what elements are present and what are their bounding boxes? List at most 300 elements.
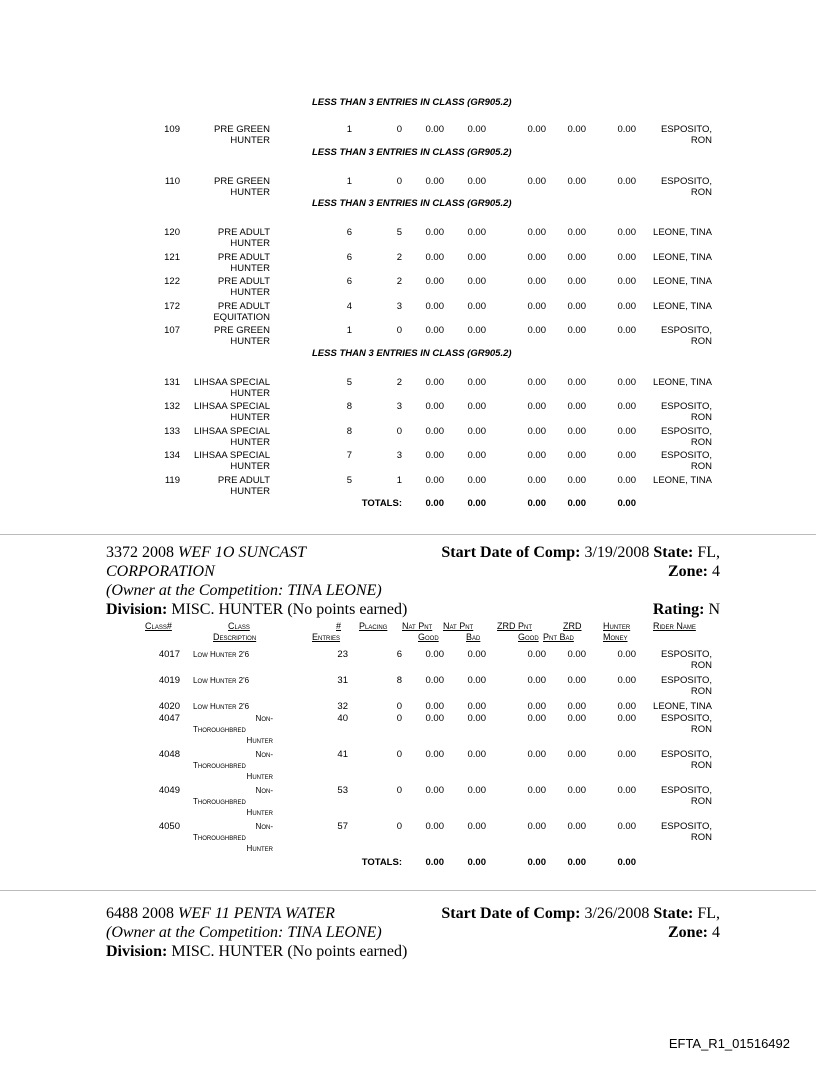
zrd-good-cell: 0.00 xyxy=(527,821,546,832)
totals-label: TOTALS: xyxy=(361,498,402,509)
document-id: EFTA_R1_01516492 xyxy=(668,1036,790,1051)
nat-bad-cell: 0.00 xyxy=(467,821,486,832)
placing-cell: 0 xyxy=(396,124,402,135)
placing-cell: 0 xyxy=(396,425,402,437)
hunter-money-cell: 0.00 xyxy=(617,300,636,312)
class-num-cell: 122 xyxy=(164,276,180,287)
zrd-good-cell: 0.00 xyxy=(527,474,546,486)
competition-name: WEF 1O SUNCAST xyxy=(178,544,306,561)
hunter-money-cell: 0.00 xyxy=(617,401,636,412)
entries-cell: 32 xyxy=(337,701,348,712)
class-num-cell: 4019 xyxy=(158,675,180,686)
entries-cell: 1 xyxy=(346,175,352,187)
class-desc-cell xyxy=(193,749,273,782)
start-date-value: 3/19/2008 xyxy=(584,544,650,561)
desc-line3: Hunter xyxy=(246,808,273,817)
col-nat-pnt-good: Nat Pnt xyxy=(402,621,433,631)
col-nat-pnt-bad: Nat Pnt xyxy=(443,621,474,631)
rider-name-cell xyxy=(640,401,712,423)
rider-name-cell xyxy=(640,675,712,697)
class-num-cell: 110 xyxy=(164,175,180,187)
competition-title xyxy=(106,905,335,923)
zrd-bad-cell: 0.00 xyxy=(567,701,586,712)
entries-cell: 4 xyxy=(346,300,352,312)
rider-line2: RON xyxy=(690,724,712,735)
class-num-cell: 4017 xyxy=(158,649,180,660)
nat-bad-cell: 0.00 xyxy=(467,376,486,388)
hunter-money-cell: 0.00 xyxy=(617,450,636,461)
rider-line1: ESPOSITO, xyxy=(660,124,712,135)
zrd-good-cell: 0.00 xyxy=(527,450,546,461)
nat-good-cell: 0.00 xyxy=(425,251,444,263)
zrd-bad-cell: 0.00 xyxy=(567,675,586,686)
zrd-bad-cell: 0.00 xyxy=(567,450,586,461)
class-num-cell: 4050 xyxy=(158,821,180,832)
desc-line2: HUNTER xyxy=(230,412,270,423)
desc-line1: PRE ADULT xyxy=(217,300,270,312)
entries-cell: 6 xyxy=(346,251,352,263)
state-value: FL, xyxy=(697,905,720,922)
nat-good-cell: 0.00 xyxy=(425,450,444,461)
nat-good-cell: 0.00 xyxy=(425,749,444,760)
desc-line2: Thoroughbred xyxy=(193,833,246,842)
nat-bad-cell: 0.00 xyxy=(467,227,486,238)
division-value: MISC. HUNTER (No points earned) xyxy=(171,943,408,960)
start-date-label: Start Date of Comp: xyxy=(441,544,581,561)
zrd-bad-cell: 0.00 xyxy=(567,124,586,135)
rider-name-cell xyxy=(640,450,712,472)
hunter-money-cell: 0.00 xyxy=(617,821,636,832)
division-value: MISC. HUNTER (No points earned) xyxy=(171,601,408,618)
desc-line1: LIHSAA SPECIAL xyxy=(193,450,270,461)
state-label: State: xyxy=(653,905,694,922)
zrd-good-cell: 0.00 xyxy=(527,701,546,712)
state-label: State: xyxy=(653,544,694,561)
hunter-money-cell: 0.00 xyxy=(617,175,636,187)
hunter-money-cell: 0.00 xyxy=(617,675,636,686)
totals-hunter-money: 0.00 xyxy=(617,857,636,868)
entries-cell: 5 xyxy=(346,474,352,486)
hunter-money-cell: 0.00 xyxy=(617,124,636,135)
rider-line1: ESPOSITO, xyxy=(660,175,712,187)
hunter-money-cell: 0.00 xyxy=(617,474,636,486)
class-desc-cell xyxy=(180,176,270,198)
zrd-bad-cell: 0.00 xyxy=(567,749,586,760)
entries-cell: 1 xyxy=(346,124,352,135)
class-desc-cell xyxy=(180,252,270,274)
nat-bad-cell: 0.00 xyxy=(467,749,486,760)
rider-line2: RON xyxy=(690,186,712,198)
competition-name-line2 xyxy=(106,563,215,581)
desc-line2: Thoroughbred xyxy=(193,797,246,806)
start-date-label: Start Date of Comp: xyxy=(441,905,581,922)
placing-cell: 1 xyxy=(396,474,402,486)
competition-owner xyxy=(106,582,382,600)
rider-name-cell xyxy=(640,749,712,771)
nat-bad-cell: 0.00 xyxy=(467,713,486,724)
desc-line1: Low Hunter 2'6 xyxy=(193,650,250,659)
division-label: Division: xyxy=(106,943,168,960)
rider-name-cell xyxy=(640,821,712,843)
class-num-cell: 121 xyxy=(164,251,180,263)
desc-line2: Thoroughbred xyxy=(193,761,246,770)
entries-cell: 53 xyxy=(337,785,348,796)
zrd-bad-cell: 0.00 xyxy=(567,276,586,287)
desc-line1: PRE ADULT xyxy=(217,251,270,263)
desc-line2: HUNTER xyxy=(230,461,270,472)
nat-bad-cell: 0.00 xyxy=(467,300,486,312)
desc-line3: Hunter xyxy=(246,736,273,745)
placing-cell: 5 xyxy=(396,227,402,238)
totals-hunter-money: 0.00 xyxy=(617,498,636,509)
nat-good-cell: 0.00 xyxy=(425,376,444,388)
rider-name-cell xyxy=(640,227,712,238)
class-desc-cell xyxy=(193,785,273,818)
rating-value: N xyxy=(708,601,720,618)
col-zrd-pnt-good: ZRD Pnt xyxy=(497,621,532,631)
totals-zrd-good: 0.00 xyxy=(527,498,546,509)
rider-name-cell xyxy=(640,252,712,263)
col-hunter-money: Hunter xyxy=(603,621,631,631)
placing-cell: 0 xyxy=(396,749,402,760)
class-desc-cell xyxy=(193,821,273,854)
nat-good-cell: 0.00 xyxy=(425,785,444,796)
entries-cell: 8 xyxy=(346,401,352,412)
rider-name-cell xyxy=(640,649,712,671)
desc-line2: HUNTER xyxy=(230,135,270,146)
zrd-good-cell: 0.00 xyxy=(527,175,546,187)
col-entries: Entries xyxy=(312,632,341,642)
desc-line1: LIHSAA SPECIAL xyxy=(193,425,270,437)
division-line xyxy=(106,943,407,961)
entries-cell: 7 xyxy=(346,450,352,461)
zrd-good-cell: 0.00 xyxy=(527,227,546,238)
class-desc-cell xyxy=(180,475,270,497)
entries-cell: 8 xyxy=(346,425,352,437)
start-date-line xyxy=(441,544,720,562)
class-num-cell: 132 xyxy=(164,401,180,412)
nat-bad-cell: 0.00 xyxy=(467,325,486,336)
placing-cell: 2 xyxy=(396,251,402,263)
class-num-cell: 4048 xyxy=(158,749,180,760)
zrd-bad-cell: 0.00 xyxy=(567,649,586,660)
desc-line1: PRE ADULT xyxy=(217,474,270,486)
desc-line2: HUNTER xyxy=(230,387,270,399)
placing-cell: 6 xyxy=(396,649,402,660)
col-hunter-money-2: Money xyxy=(603,632,628,642)
totals-nat-good: 0.00 xyxy=(425,498,444,509)
nat-good-cell: 0.00 xyxy=(425,821,444,832)
zrd-good-cell: 0.00 xyxy=(527,785,546,796)
zrd-bad-cell: 0.00 xyxy=(567,251,586,263)
desc-line2: HUNTER xyxy=(230,262,270,274)
zone-value: 4 xyxy=(712,563,720,580)
class-desc-cell xyxy=(180,450,270,472)
entries-cell: 57 xyxy=(337,821,348,832)
rider-line2: RON xyxy=(690,832,712,843)
desc-line1: Non- xyxy=(255,822,273,831)
nat-good-cell: 0.00 xyxy=(425,300,444,312)
desc-line2: HUNTER xyxy=(230,287,270,298)
class-num-cell: 172 xyxy=(164,300,180,312)
rider-name-cell xyxy=(640,276,712,287)
totals-nat-good: 0.00 xyxy=(425,857,444,868)
hunter-money-cell: 0.00 xyxy=(617,376,636,388)
competition-owner xyxy=(106,924,382,942)
class-num-cell: 4049 xyxy=(158,785,180,796)
nat-good-cell: 0.00 xyxy=(425,425,444,437)
class-num-cell: 133 xyxy=(164,425,180,437)
notice-text: LESS THAN 3 ENTRIES IN CLASS (GR905.2) xyxy=(312,347,512,359)
zrd-good-cell: 0.00 xyxy=(527,675,546,686)
hunter-money-cell: 0.00 xyxy=(617,649,636,660)
rider-line1: LEONE, TINA xyxy=(653,701,712,712)
class-desc-cell xyxy=(180,227,270,249)
col-zrd-pnt-bad: ZRD xyxy=(563,621,582,631)
hunter-money-cell: 0.00 xyxy=(617,325,636,336)
rider-line2: RON xyxy=(690,796,712,807)
zrd-bad-cell: 0.00 xyxy=(567,425,586,437)
rider-line1: ESPOSITO, xyxy=(660,821,712,832)
entries-cell: 31 xyxy=(337,675,348,686)
placing-cell: 0 xyxy=(396,713,402,724)
division-line xyxy=(106,601,407,619)
class-num-cell: 119 xyxy=(164,474,180,486)
division-label: Division: xyxy=(106,601,168,618)
rider-line2: RON xyxy=(690,760,712,771)
class-num-cell: 120 xyxy=(164,227,180,238)
competition-name: WEF 11 PENTA WATER xyxy=(178,905,335,922)
zrd-good-cell: 0.00 xyxy=(527,300,546,312)
nat-bad-cell: 0.00 xyxy=(467,175,486,187)
zrd-bad-cell: 0.00 xyxy=(567,821,586,832)
desc-line1: Low Hunter 2'6 xyxy=(193,702,250,711)
nat-bad-cell: 0.00 xyxy=(467,276,486,287)
desc-line1: PRE GREEN xyxy=(214,175,270,187)
totals-nat-bad: 0.00 xyxy=(467,498,486,509)
rider-line1: LEONE, TINA xyxy=(653,300,712,312)
nat-bad-cell: 0.00 xyxy=(467,701,486,712)
nat-good-cell: 0.00 xyxy=(425,649,444,660)
rider-name-cell xyxy=(640,785,712,807)
notice-text: LESS THAN 3 ENTRIES IN CLASS (GR905.2) xyxy=(312,198,512,209)
zrd-bad-cell: 0.00 xyxy=(567,325,586,336)
nat-good-cell: 0.00 xyxy=(425,124,444,135)
entries-cell: 6 xyxy=(346,276,352,287)
divider xyxy=(0,534,816,535)
hunter-money-cell: 0.00 xyxy=(617,701,636,712)
rating-line xyxy=(653,601,720,619)
competition-id: 6488 2008 xyxy=(106,905,174,922)
desc-line2: HUNTER xyxy=(230,436,270,448)
nat-good-cell: 0.00 xyxy=(425,227,444,238)
hunter-money-cell: 0.00 xyxy=(617,785,636,796)
rider-line2: RON xyxy=(690,412,712,423)
zrd-good-cell: 0.00 xyxy=(527,425,546,437)
desc-line2: HUNTER xyxy=(230,336,270,347)
rider-line1: ESPOSITO, xyxy=(660,675,712,686)
owner-text: (Owner at the Competition: TINA LEONE) xyxy=(106,582,382,599)
desc-line2: Thoroughbred xyxy=(193,725,246,734)
hunter-money-cell: 0.00 xyxy=(617,251,636,263)
nat-bad-cell: 0.00 xyxy=(467,675,486,686)
zrd-bad-cell: 0.00 xyxy=(567,376,586,388)
class-desc-cell xyxy=(180,325,270,347)
notice-text: LESS THAN 3 ENTRIES IN CLASS (GR905.2) xyxy=(312,97,512,108)
notice-text: LESS THAN 3 ENTRIES IN CLASS (GR905.2) xyxy=(312,146,512,158)
col-class-desc: Description xyxy=(213,632,257,642)
rider-line1: ESPOSITO, xyxy=(660,325,712,336)
nat-bad-cell: 0.00 xyxy=(467,785,486,796)
totals-nat-bad: 0.00 xyxy=(467,857,486,868)
zrd-bad-cell: 0.00 xyxy=(567,300,586,312)
rider-line2: RON xyxy=(690,135,712,146)
zrd-good-cell: 0.00 xyxy=(527,713,546,724)
class-num-cell: 4047 xyxy=(158,713,180,724)
desc-line2: HUNTER xyxy=(230,485,270,497)
zrd-good-cell: 0.00 xyxy=(527,124,546,135)
rider-line1: ESPOSITO, xyxy=(660,713,712,724)
zone-line xyxy=(668,563,720,581)
rider-line1: LEONE, TINA xyxy=(653,227,712,238)
rider-line1: LEONE, TINA xyxy=(653,474,712,486)
rating-label: Rating: xyxy=(652,601,705,618)
class-desc-cell xyxy=(180,426,270,448)
totals-zrd-good: 0.00 xyxy=(527,857,546,868)
totals-zrd-bad: 0.00 xyxy=(567,498,586,509)
desc-line1: PRE GREEN xyxy=(214,325,270,336)
desc-line1: PRE ADULT xyxy=(217,276,270,287)
rider-name-cell xyxy=(640,301,712,312)
rider-name-cell xyxy=(640,176,712,198)
class-num-cell: 134 xyxy=(164,450,180,461)
col-zrd-pnt-bad-2: Pnt Bad xyxy=(543,632,574,642)
rider-name-cell xyxy=(640,377,712,388)
competition-id: 3372 2008 xyxy=(106,544,174,561)
rider-line1: LEONE, TINA xyxy=(653,376,712,388)
zrd-bad-cell: 0.00 xyxy=(567,474,586,486)
col-class: Class xyxy=(228,621,250,631)
nat-bad-cell: 0.00 xyxy=(467,251,486,263)
nat-bad-cell: 0.00 xyxy=(467,649,486,660)
rider-line2: RON xyxy=(690,436,712,448)
zrd-good-cell: 0.00 xyxy=(527,401,546,412)
col-rider-name: Rider Name xyxy=(653,621,696,631)
rider-line1: LEONE, TINA xyxy=(653,251,712,263)
rider-line1: ESPOSITO, xyxy=(660,749,712,760)
zrd-good-cell: 0.00 xyxy=(527,276,546,287)
rider-line1: ESPOSITO, xyxy=(660,785,712,796)
desc-line1: LIHSAA SPECIAL xyxy=(193,376,270,388)
rider-line2: RON xyxy=(690,336,712,347)
rider-line1: ESPOSITO, xyxy=(660,401,712,412)
placing-cell: 0 xyxy=(396,785,402,796)
placing-cell: 2 xyxy=(396,276,402,287)
zrd-bad-cell: 0.00 xyxy=(567,175,586,187)
zrd-good-cell: 0.00 xyxy=(527,649,546,660)
start-date-value: 3/26/2008 xyxy=(584,905,650,922)
nat-bad-cell: 0.00 xyxy=(467,124,486,135)
desc-line3: Hunter xyxy=(246,844,273,853)
rider-line1: ESPOSITO, xyxy=(660,450,712,461)
hunter-money-cell: 0.00 xyxy=(617,227,636,238)
entries-cell: 23 xyxy=(337,649,348,660)
zrd-good-cell: 0.00 xyxy=(527,325,546,336)
nat-good-cell: 0.00 xyxy=(425,175,444,187)
class-desc-cell xyxy=(180,401,270,423)
col-class-num: Class# xyxy=(145,621,172,631)
zone-line xyxy=(668,924,720,942)
class-desc-cell xyxy=(180,301,270,323)
desc-line3: Hunter xyxy=(246,772,273,781)
nat-bad-cell: 0.00 xyxy=(467,450,486,461)
placing-cell: 3 xyxy=(396,401,402,412)
rider-line1: LEONE, TINA xyxy=(653,276,712,287)
desc-line2: HUNTER xyxy=(230,186,270,198)
zrd-good-cell: 0.00 xyxy=(527,251,546,263)
nat-bad-cell: 0.00 xyxy=(467,474,486,486)
desc-line1: Non- xyxy=(255,750,273,759)
class-desc-cell xyxy=(180,124,270,146)
zrd-good-cell: 0.00 xyxy=(527,376,546,388)
desc-line1: LIHSAA SPECIAL xyxy=(193,401,270,412)
zone-label: Zone: xyxy=(668,924,708,941)
competition-name-cont: CORPORATION xyxy=(106,563,215,580)
hunter-money-cell: 0.00 xyxy=(617,425,636,437)
state-value: FL, xyxy=(697,544,720,561)
desc-line2: HUNTER xyxy=(230,238,270,249)
desc-line1: PRE GREEN xyxy=(214,124,270,135)
zrd-bad-cell: 0.00 xyxy=(567,401,586,412)
rider-name-cell xyxy=(640,713,712,735)
class-num-cell: 107 xyxy=(164,325,180,336)
nat-bad-cell: 0.00 xyxy=(467,425,486,437)
col-zrd-pnt-good-2: Good xyxy=(518,632,539,642)
rider-name-cell xyxy=(640,325,712,347)
placing-cell: 3 xyxy=(396,300,402,312)
zrd-bad-cell: 0.00 xyxy=(567,713,586,724)
nat-good-cell: 0.00 xyxy=(425,325,444,336)
rider-line1: ESPOSITO, xyxy=(660,649,712,660)
class-desc-cell xyxy=(180,276,270,298)
desc-line1: Non- xyxy=(255,786,273,795)
hunter-money-cell: 0.00 xyxy=(617,713,636,724)
nat-good-cell: 0.00 xyxy=(425,701,444,712)
entries-cell: 41 xyxy=(337,749,348,760)
divider xyxy=(0,890,816,891)
entries-cell: 6 xyxy=(346,227,352,238)
rider-line2: RON xyxy=(690,461,712,472)
zrd-bad-cell: 0.00 xyxy=(567,227,586,238)
zrd-good-cell: 0.00 xyxy=(527,749,546,760)
competition-title xyxy=(106,544,306,562)
col-nat-pnt-good-2: Good xyxy=(418,632,439,642)
nat-good-cell: 0.00 xyxy=(425,276,444,287)
nat-good-cell: 0.00 xyxy=(425,675,444,686)
desc-line1: PRE ADULT xyxy=(217,227,270,238)
placing-cell: 3 xyxy=(396,450,402,461)
hunter-money-cell: 0.00 xyxy=(617,749,636,760)
placing-cell: 8 xyxy=(396,675,402,686)
nat-bad-cell: 0.00 xyxy=(467,401,486,412)
rider-name-cell xyxy=(640,475,712,486)
rider-name-cell xyxy=(640,124,712,146)
col-entries-hash: # xyxy=(336,621,342,631)
placing-cell: 2 xyxy=(396,376,402,388)
col-nat-pnt-bad-2: Bad xyxy=(466,632,481,642)
rider-line2: RON xyxy=(690,660,712,671)
rider-name-cell xyxy=(640,701,712,712)
